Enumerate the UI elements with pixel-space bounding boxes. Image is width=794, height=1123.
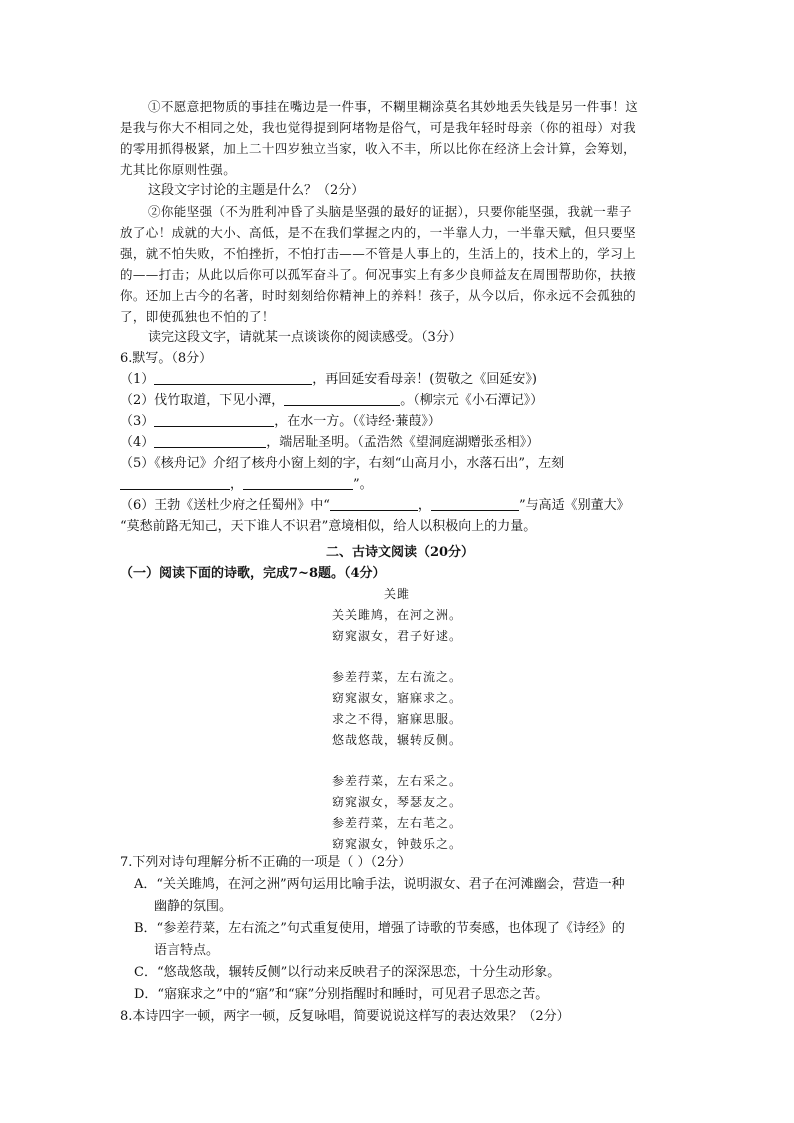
poem-line: 求之不得，寤寐思服。	[331, 711, 462, 726]
fill-item-5-line-1: （5）《核舟记》介绍了核舟小窗上刻的字，右刻“山高月小，水落石出”，左刻	[120, 456, 565, 471]
poem-line: 悠哉悠哉，辗转反侧。	[331, 732, 462, 747]
question-6-title: 6.默写。（8分）	[120, 351, 213, 366]
fill-item-4	[120, 432, 680, 453]
question-text: 读完这段文字，请就某一点谈谈你的阅读感受。（3分）	[148, 330, 462, 345]
section-2-title	[120, 542, 680, 563]
poem-line: 窈窕淑女，君子好逑。	[331, 628, 462, 643]
answer-blank[interactable]	[154, 412, 274, 427]
answer-blank[interactable]	[243, 475, 353, 490]
question-passage-1	[120, 180, 680, 201]
passage-2-line: 了，即使孤独也不怕的了！	[120, 309, 275, 324]
option-a-continued: 幽静的氛围。	[154, 899, 233, 914]
question-text: 这段文字讨论的主题是什么？（2分）	[148, 183, 365, 198]
fill-item-3	[120, 411, 680, 432]
fill-prefix: （2）伐竹取道，下见小潭，	[120, 393, 285, 408]
answer-blank[interactable]	[330, 496, 418, 511]
passage-1-line: 尤其比你原则性强。	[120, 162, 237, 177]
fill-after: 。（柳宗元《小石潭记》）	[400, 393, 544, 408]
poem-line: 窈窕淑女，琴瑟友之。	[331, 794, 462, 809]
option-c[interactable]: C．“悠哉悠哉，辗转反侧”以行动来反映君子的深深思恋，十分生动形象。	[134, 965, 561, 980]
fill-prefix: （1）	[120, 372, 155, 387]
fill-after: ，端居耻圣明。（孟浩然《望洞庭湖赠张丞相》）	[266, 435, 540, 450]
poem-line: 窈窕淑女，钟鼓乐之。	[331, 836, 462, 851]
passage-1-line: 的零用抓得极紧，加上二十四岁独立当家，收入不丰，所以比你在经济上会计算，会筹划，	[120, 141, 637, 156]
fill-prefix: （3）	[120, 414, 155, 429]
passage-1	[120, 96, 680, 180]
answer-blank[interactable]	[120, 475, 230, 490]
fill-item-6-line-1	[120, 495, 680, 516]
comma: ，	[230, 477, 244, 492]
option-b[interactable]: B．“参差荇菜，左右流之”句式重复使用，增强了诗歌的节奏感，也体现了《诗经》的	[134, 921, 625, 936]
fill-prefix: （6）王勃《送杜少府之任蜀州》中“	[120, 498, 330, 513]
stanza-gap	[0, 646, 794, 667]
poem-line: 窈窕淑女，寤寐求之。	[331, 690, 462, 705]
stanza-gap	[0, 750, 794, 771]
answer-blank[interactable]	[284, 391, 400, 406]
passage-1-line: ①不愿意把物质的事挂在嘴边是一件事，不糊里糊涂莫名其妙地丢失钱是另一件事！这	[148, 99, 639, 114]
passage-2-line: 强，就不怕失败，不怕挫折，不怕打击——不管是人事上的，生活上的，技术上的，学习上	[120, 246, 637, 261]
question-8-stem: 8.本诗四字一顿，两字一顿，反复咏唱，简要说说这样写的表达效果？（2分）	[120, 1009, 570, 1024]
passage-2-line: 放了心！成就的大小、高低，是不在我们掌握之内的，一半靠人力，一半靠天赋，但只要坚	[120, 225, 637, 240]
passage-2	[120, 201, 680, 327]
fill-item-5-line-2	[120, 474, 680, 495]
fill-after: ”与高适《别董大》	[518, 498, 630, 513]
option-d[interactable]: D．“寤寐求之”中的“寤”和“寐”分别指醒时和睡时，可见君子思恋之苦。	[134, 987, 549, 1002]
fill-after: ，在水一方。（《诗经·蒹葭》）	[274, 414, 441, 429]
poem-line: 关关雎鸠，在河之洲。	[331, 607, 462, 622]
question-6	[120, 348, 680, 537]
answer-blank[interactable]	[154, 370, 312, 385]
fill-item-2	[120, 390, 680, 411]
fill-item-1	[120, 369, 680, 390]
passage-2-line: 你。还加上古今的名著，时时刻刻给你精神上的养料！孩子，从今以后，你永远不会孤独的	[120, 288, 637, 303]
fill-item-6-line-2: “莫愁前路无知己，天下谁人不识君”意境相似，给人以积极向上的力量。	[120, 519, 537, 534]
question-passage-2	[120, 327, 680, 348]
passage-2-line: 的——打击；从此以后你可以孤军奋斗了。何况事实上有多少良师益友在周围帮助你，扶掖	[120, 267, 637, 282]
section-subtitle-text: （一）阅读下面的诗歌，完成7~8题。（4分）	[120, 566, 386, 581]
poem-line: 参差荇菜，左右流之。	[331, 670, 462, 685]
comma: ，	[417, 498, 431, 513]
option-b-continued: 语言特点。	[154, 943, 220, 958]
section-2-subtitle	[120, 563, 680, 584]
passage-2-line: ②你能坚强（不为胜利冲昏了头脑是坚强的最好的证据），只要你能坚强，我就一辈子	[148, 204, 632, 219]
passage-1-line: 是我与你大不相同之处，我也觉得提到阿堵物是俗气，可是我年轻时母亲（你的祖母）对我	[120, 120, 637, 135]
question-7	[120, 852, 680, 1028]
poem-title: 关雎	[383, 587, 410, 601]
answer-blank[interactable]	[154, 433, 266, 448]
poem-line: 参差荇菜，左右采之。	[331, 774, 462, 789]
fill-after: ，再回延安看母亲！(贺敬之《回延安》)	[312, 372, 537, 387]
answer-blank[interactable]	[431, 496, 519, 511]
poem	[0, 584, 794, 854]
fill-after: ”。	[353, 477, 373, 492]
option-a[interactable]: A．“关关雎鸠，在河之洲”两句运用比喻手法，说明淑女、君子在河滩幽会，营造一种	[134, 877, 625, 892]
fill-prefix: （4）	[120, 435, 155, 450]
poem-line: 参差荇菜，左右芼之。	[331, 815, 462, 830]
section-title-text: 二、古诗文阅读（20分）	[325, 545, 475, 560]
question-7-stem: 7.下列对诗句理解分析不正确的一项是（ ）（2分）	[120, 855, 412, 870]
